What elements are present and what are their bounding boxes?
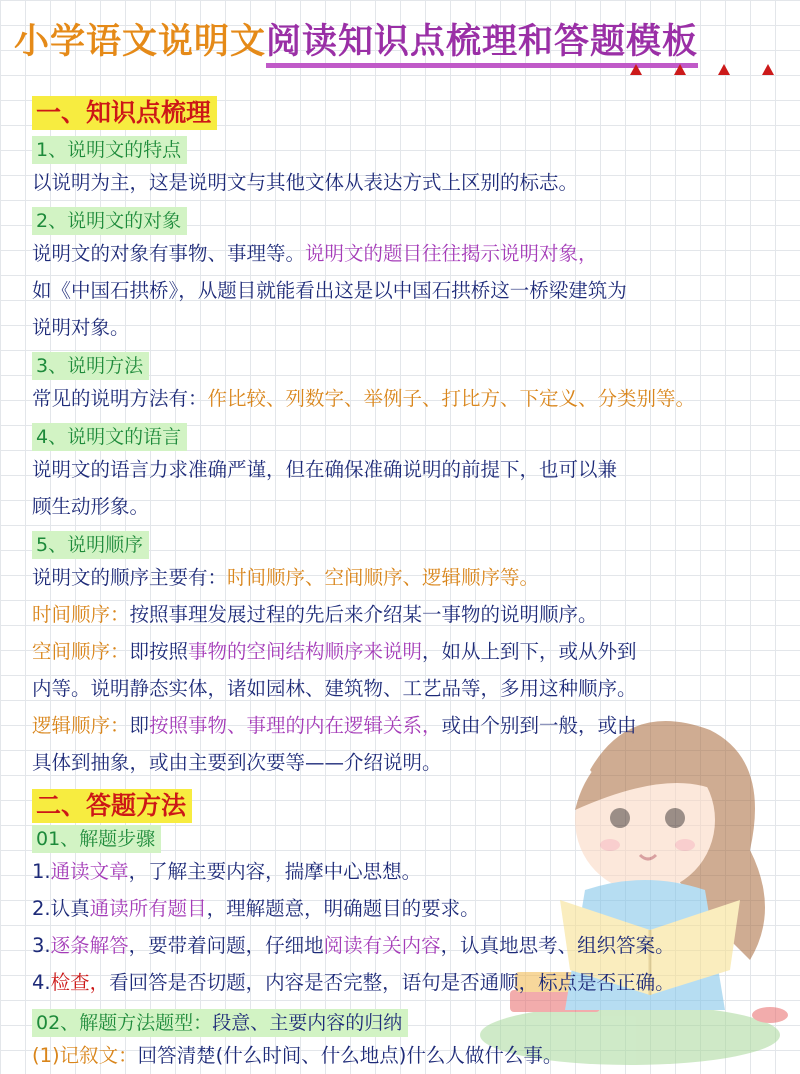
sub-heading: 4、说明文的语言: [32, 423, 187, 451]
step-item: 4.检查，看回答是否切题，内容是否完整，语句是否通顺，标点是否正确。: [32, 971, 675, 994]
sub-heading: 02、解题方法题型：段意、主要内容的归纳: [32, 1009, 408, 1037]
paragraph: 具体到抽象，或由主要到次要等——介绍说明。: [32, 751, 442, 774]
content: [32, 92, 792, 1074]
red-triangle-icon: [718, 64, 730, 75]
step-item: 1.通读文章，了解主要内容，揣摩中心思想。: [32, 860, 422, 883]
sub-heading: 5、说明顺序: [32, 531, 149, 559]
paragraph: 逻辑顺序：即按照事物、事理的内在逻辑关系，或由个别到一般，或由: [32, 714, 637, 737]
page-title: [14, 14, 698, 64]
paragraph: 时间顺序：按照事理发展过程的先后来介绍某一事物的说明顺序。: [32, 603, 598, 626]
red-triangle-icon: [762, 64, 774, 75]
sub-heading: 01、解题步骤: [32, 825, 161, 853]
sub-heading: 1、说明文的特点: [32, 136, 187, 164]
paragraph: 如《中国石拱桥》，从题目就能看出这是以中国石拱桥这一桥梁建筑为: [32, 279, 627, 302]
step-item: 3.逐条解答，要带着问题，仔细地阅读有关内容，认真地思考、组织答案。: [32, 934, 675, 957]
title-part2: 阅读知识点梳理和答题模板: [266, 22, 698, 68]
paragraph: 内等。说明静态实体，诸如园林、建筑物、工艺品等，多用这种顺序。: [32, 677, 637, 700]
sub-heading: 2、说明文的对象: [32, 207, 187, 235]
paragraph: 空间顺序：即按照事物的空间结构顺序来说明，如从上到下，或从外到: [32, 640, 637, 663]
section-heading-knowledge: 一、知识点梳理: [32, 96, 217, 130]
paragraph: 说明文的顺序主要有：时间顺序、空间顺序、逻辑顺序等。: [32, 566, 540, 589]
paragraph: 常见的说明方法有：作比较、列数字、举例子、打比方、下定义、分类别等。: [32, 387, 696, 410]
title-part1: 小学语文说明文: [14, 22, 267, 62]
paragraph: 顾生动形象。: [32, 495, 150, 518]
section-heading-answer-method: 二、答题方法: [32, 789, 192, 823]
paragraph: (1)记叙文：回答清楚(什么时间、什么地点)什么人做什么事。: [32, 1044, 563, 1067]
sub-heading: 3、说明方法: [32, 352, 149, 380]
paragraph: 说明文的语言力求准确严谨，但在确保准确说明的前提下，也可以兼: [32, 458, 618, 481]
paragraph: 以说明为主，这是说明文与其他文体从表达方式上区别的标志。: [32, 171, 579, 194]
red-triangle-icon: [674, 64, 686, 75]
step-item: 2.认真通读所有题目，理解题意，明确题目的要求。: [32, 897, 480, 920]
red-triangle-icon: [630, 64, 642, 75]
paragraph: 说明文的对象有事物、事理等。说明文的题目往往揭示说明对象，: [32, 242, 598, 265]
paragraph: 说明对象。: [32, 316, 130, 339]
